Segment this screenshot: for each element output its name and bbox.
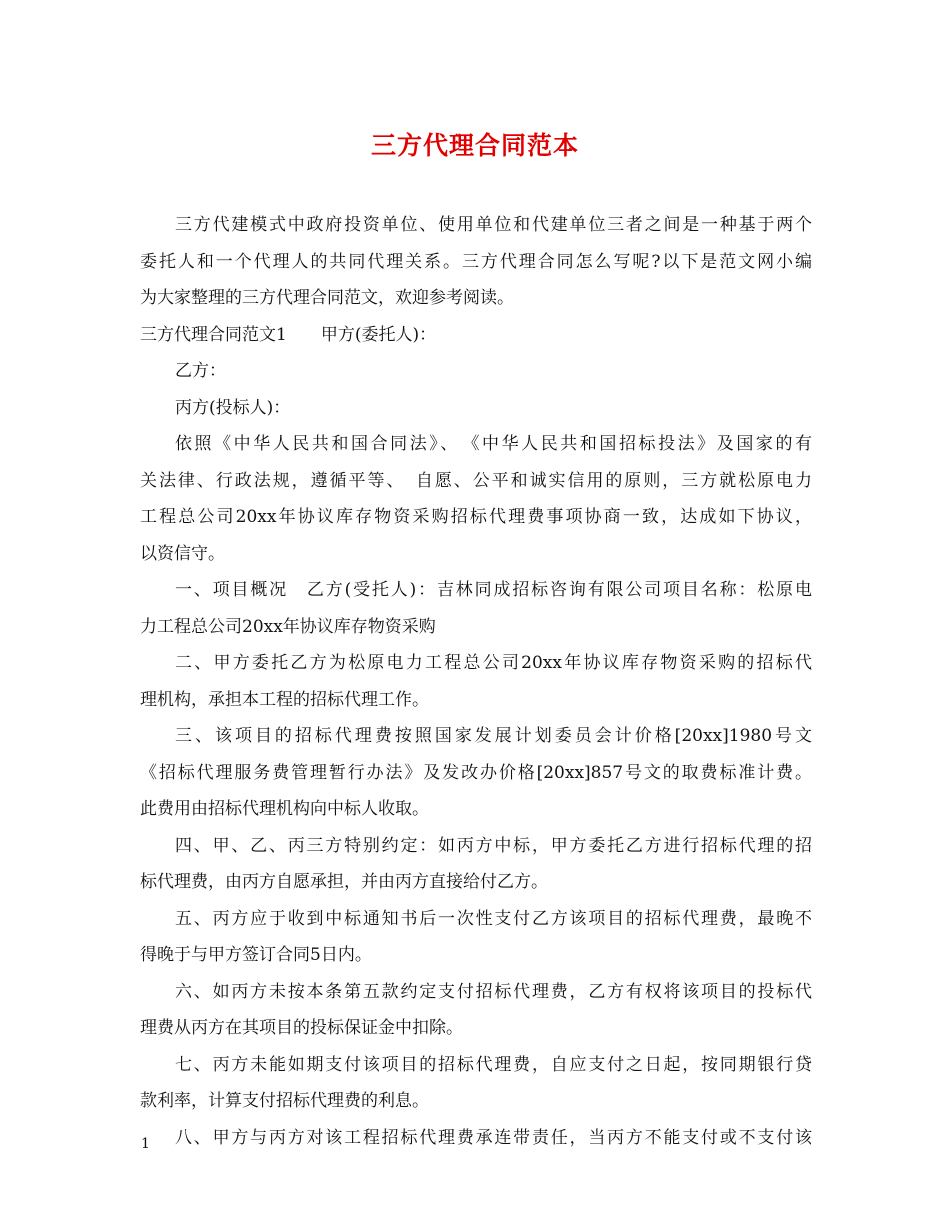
text-line: 关法律、行政法规，遵循平等、 自愿、公平和诚实信用的原则，三方就松原电力 [140, 470, 812, 491]
text-line: 工程总公司20xx年协议库存物资采购招标代理费事项协商一致，达成如下协议， [140, 507, 812, 527]
text-line: 理费从丙方在其项目的投标保证金中扣除。 [140, 1018, 463, 1038]
text-line: 五、丙方应于收到中标通知书后一次性支付乙方该项目的招标代理费，最晚不 [175, 908, 812, 929]
party-b-line: 乙方： [175, 361, 226, 381]
text-line: 八、甲方与丙方对该工程招标代理费承连带责任，当丙方不能支付或不支付该 [175, 1127, 812, 1148]
text-line: 力工程总公司20xx年协议库存物资采购 [140, 616, 436, 637]
document-title: 三方代理合同范本 [370, 131, 579, 160]
document-body [140, 207, 812, 1156]
text-line: 为大家整理的三方代理合同范文，欢迎参考阅读。 [140, 288, 514, 308]
text-line: 三、该项目的招标代理费按照国家发展计划委员会计价格[20xx]1980号文 [175, 726, 812, 746]
text-line: 六、如丙方未按本条第五款约定支付招标代理费，乙方有权将该项目的投标代 [175, 981, 812, 1002]
text-line: 得晚于与甲方签订合同5日内。 [140, 945, 372, 965]
text-line: 委托人和一个代理人的共同代理关系。三方代理合同怎么写呢?以下是范文网小编 [140, 251, 812, 272]
text-line: 依照《中华人民共和国合同法》、 《中华人民共和国招标投法》及国家的有 [175, 434, 812, 454]
text-line: 以资信守。 [140, 543, 225, 564]
text-line: 理机构，承担本工程的招标代理工作。 [140, 689, 429, 710]
page-number: 1 [141, 1136, 150, 1152]
text-line: 标代理费，由丙方自愿承担，并由丙方直接给付乙方。 [140, 872, 548, 892]
party-c-line: 丙方(投标人)： [175, 397, 291, 418]
text-line: 四、甲、乙、丙三方特别约定：如丙方中标，甲方委托乙方进行招标代理的招 [175, 835, 812, 856]
text-line: 款利率，计算支付招标代理费的利息。 [140, 1091, 429, 1111]
text-line: 此费用由招标代理机构向中标人收取。 [140, 799, 429, 819]
text-line: 二、甲方委托乙方为松原电力工程总公司20xx年协议库存物资采购的招标代 [175, 653, 812, 673]
section-heading-line: 三方代理合同范文1 甲方(委托人)： [140, 324, 437, 345]
text-line: 七、丙方未能如期支付该项目的招标代理费，自应支付之日起，按同期银行贷 [175, 1054, 812, 1075]
text-line: 一、项目概况 乙方(受托人)：吉林同成招标咨询有限公司项目名称：松原电 [175, 580, 812, 600]
text-line: 三方代建模式中政府投资单位、使用单位和代建单位三者之间是一种基于两个 [175, 215, 812, 235]
text-line: 《招标代理服务费管理暂行办法》及发改办价格[20xx]857号文的取费标准计费。 [140, 762, 812, 783]
